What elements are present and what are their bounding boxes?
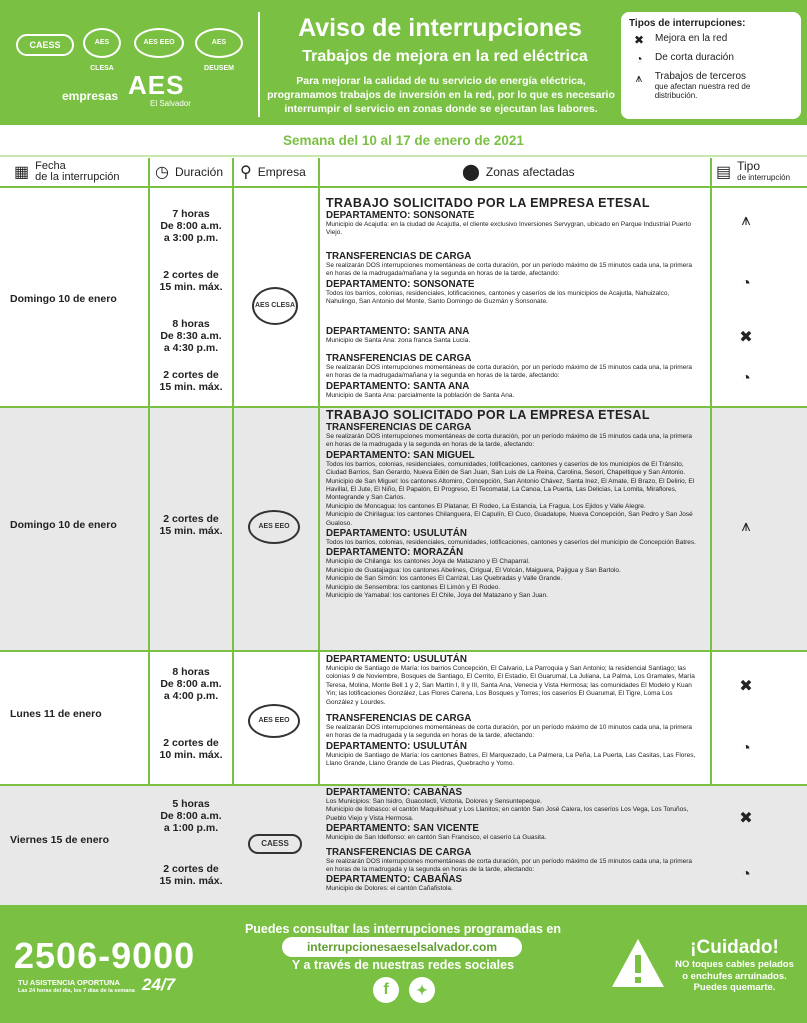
- row-date: Viernes 15 de enero: [10, 834, 110, 846]
- aes-logo: [128, 70, 191, 108]
- tools-icon: ✖: [739, 678, 753, 695]
- dep-title: DEPARTAMENTO: USULUTÁN: [326, 740, 467, 752]
- tower-icon: ⩚: [635, 71, 643, 85]
- bulb-icon: ⚲: [240, 164, 252, 181]
- row-date: Domingo 10 de enero: [10, 519, 117, 531]
- dep-title: DEPARTAMENTO: SONSONATE: [326, 278, 475, 290]
- trans-title: TRANSFERENCIAS DE CARGA: [326, 353, 472, 364]
- footer-consult: Puedes consultar las interrupciones programadas en: [244, 922, 562, 936]
- row-company-logo: AES EEO: [248, 510, 300, 544]
- zone-text: Todos los barrios, colonias, residenciales, comunidades, lotificaciones, cantones y caseríos del municipio de Concepción Batres.: [326, 539, 696, 547]
- tower-icon: ⩚: [741, 212, 751, 229]
- page-intro: Para mejorar la calidad de tu servicio de energía eléctrica, programamos trabajos de inversión en la red, por lo que es necesario interrumpir el servicio en zonas donde se ejecutan las labores.: [267, 75, 615, 115]
- col-divider: [232, 158, 234, 784]
- legend-item: [629, 33, 793, 47]
- col-divider: [318, 158, 320, 784]
- zone-text: Se realizarán DOS interrupciones momentáneas de corta duración, por un período máximo de 15 minutos cada una, la primera en horas de la madrugada/mañana y la segunda en horas de la tarde, afectando:: [326, 262, 693, 278]
- divider: [0, 650, 807, 652]
- warning-icon: [610, 935, 666, 991]
- dep-title: DEPARTAMENTO: USULUTÁN: [326, 528, 467, 540]
- header-divider: [258, 12, 260, 117]
- row-duration: 2 cortes de 10 min. máx.: [159, 737, 223, 761]
- zone-cell: [326, 787, 700, 894]
- empresas-label: empresas: [62, 89, 119, 103]
- dep-title: DEPARTAMENTO: SANTA ANA: [326, 326, 470, 337]
- col-tipo-label2: de interrupción: [737, 173, 791, 182]
- page-title: Aviso de interrupciones: [298, 14, 582, 42]
- zone-text: Municipio de Dolores: el cantón Cañafistola.: [326, 885, 453, 893]
- logo-aes-clesa: AES CLESA: [83, 28, 121, 58]
- row-company-logo: AES EEO: [248, 704, 300, 738]
- divider: [0, 784, 807, 786]
- col-duracion: [155, 158, 223, 186]
- zone-text: Municipio de Acajutla: en la ciudad de Acajutla, el cliente exclusivo Inversiones Servygran, ubicado en Parque Industrial Puerto Viejo.: [326, 221, 691, 237]
- cuidado-box: [672, 937, 797, 994]
- zone-cell: [326, 196, 700, 238]
- row-duration: 7 horas De 8:00 a.m. a 3:00 p.m.: [160, 208, 222, 244]
- zone-cell: [326, 353, 700, 400]
- dep-title: DEPARTAMENTO: SONSONATE: [326, 210, 475, 221]
- legend-label: Trabajos de terceros: [654, 71, 747, 82]
- col-fecha: [14, 158, 120, 186]
- h247-label: 24/7: [142, 975, 176, 994]
- row-date: Domingo 10 de enero: [10, 293, 117, 305]
- short-duration-icon: ◔: [741, 275, 751, 292]
- zone-text: Municipio de Chilanga: los cantones Joya de Matazano y El Chaparral.: [326, 558, 530, 566]
- trabajo-title: TRABAJO SOLICITADO POR LA EMPRESA ETESAL: [326, 408, 650, 422]
- tools-icon: ✖: [739, 810, 753, 827]
- zone-text: Todos los barrios, colonias, residenciales, lotificaciones, cantones y caseríos de los municipios de Acajutla, Nahuizalco, Nahulingo, San Antonio del Monte, Santo Domingo de Guzmán y Sonsonate.: [326, 289, 670, 306]
- col-empresa: [240, 158, 306, 186]
- aes-logo-country: El Salvador: [150, 99, 191, 108]
- short-duration-icon: ◔: [635, 52, 643, 66]
- dep-title: DEPARTAMENTO: CABAÑAS: [326, 874, 463, 886]
- col-duracion-label: Duración: [174, 165, 223, 179]
- col-fecha-label: Fecha: [35, 160, 66, 172]
- header-banner: [0, 0, 807, 125]
- col-zonas: [462, 158, 575, 186]
- trabajo-title: TRABAJO SOLICITADO POR LA EMPRESA ETESAL: [326, 196, 650, 210]
- short-duration-icon: ◔: [741, 740, 751, 757]
- zone-text: Se realizarán DOS interrupciones momentáneas de corta duración, por un período máximo de 15 minutos cada una, la primera en horas de la madrugada y la segunda en horas de la tarde, afectando:: [326, 857, 693, 874]
- trans-title: TRANSFERENCIAS DE CARGA: [326, 846, 472, 858]
- zone-text: Municipio de Chirilagua: los cantones Chilanguera, El Capulín, El Cuco, Guadalupe, Nueva Concepción, San Pedro y San José Gualoso.: [326, 511, 693, 527]
- dep-title: DEPARTAMENTO: SANTA ANA: [326, 380, 470, 392]
- legend-label: Mejora en la red: [655, 33, 728, 44]
- zone-text: Municipio de Santa Ana: parcialmente la población de Santa Ana.: [326, 391, 515, 399]
- zone-text: Los Municipios: San Isidro, Guacotecti, Victoria, Dolores y Sensuntepeque.: [326, 798, 542, 805]
- twitter-icon[interactable]: ✦: [409, 977, 435, 1003]
- week-banner: Semana del 10 al 17 de enero de 2021: [0, 125, 807, 157]
- zone-text: Municipio de Santiago de María: los cantones Batres, El Marquezado, La Palmera, La Peña, La Puerta, Las Casitas, Las Flores, Llano Grande, Llano Grande de Las Piedras, Quebracho y Yomo.: [326, 751, 696, 768]
- zone-text: Se realizarán DOS interrupciones momentáneas de corta duración, por un período máximo de 15 minutos cada una, la primera en horas de la madrugada y la segunda en horas de la tarde, afectando:: [326, 433, 693, 449]
- dep-title: DEPARTAMENTO: USULUTÁN: [326, 654, 467, 665]
- calendar-icon: ▦: [14, 164, 30, 181]
- zone-text: Todos los barrios, colonias, residenciales, comunidades, lotificaciones, cantones y caseríos de los municipios de El Tránsito, Ciudad Barrios, San Gerardo, Nueva Edén de San Juan, San Luis de La Reina, Carolina, Sesori, Chapeltique y San Antonio.: [326, 460, 686, 477]
- zone-text: Municipio de San Idelfonso: en cantón San Francisco, el caserío La Guasita.: [326, 834, 547, 842]
- page-subtitle: Trabajos de mejora en la red eléctrica: [302, 48, 588, 65]
- row-duration: 5 horas De 8:00 a.m. a 1:00 p.m.: [160, 798, 222, 834]
- row-date: Lunes 11 de enero: [10, 708, 102, 720]
- row-duration: 2 cortes de 15 min. máx.: [159, 863, 223, 887]
- zone-cell: [326, 654, 700, 769]
- row-duration: 2 cortes de 15 min. máx.: [159, 513, 223, 537]
- row-duration: 8 horas De 8:30 a.m. a 4:30 p.m.: [160, 318, 222, 354]
- dep-title: DEPARTAMENTO: MORAZÁN: [326, 547, 464, 559]
- col-divider: [710, 158, 712, 784]
- trans-title: TRANSFERENCIAS DE CARGA: [326, 251, 472, 262]
- row-duration: 2 cortes de 15 min. máx.: [159, 269, 223, 293]
- tipos-legend: [621, 12, 801, 119]
- tools-icon: ✖: [633, 33, 645, 47]
- legend-sub: que afectan nuestra red de distribución.: [654, 82, 751, 100]
- zone-cell: [326, 408, 700, 601]
- website-link[interactable]: interrupcionesaeselsalvador.com: [282, 937, 522, 957]
- zone-text: Municipio de Sensembra: los cantones El Limón y El Rodeo.: [326, 583, 501, 591]
- logo-caess: CAESS: [16, 34, 74, 56]
- zone-text: Municipio de Yamabal: los cantones El Chile, Joya del Matazano y San Juan.: [326, 592, 548, 600]
- phone-number[interactable]: 2506-9000: [14, 935, 196, 976]
- zone-text: Municipio de Santiago de María: los barrios Concepción, El Calvario, La Parroquia y San Antonio; la residencial Santiago; las colonias 9 de Noviembre, Bosques de Santiago, El Cerrito, El Estadio, El Guarumal, La Juliana, La Palma, Los Gramales, María Teresa, Molina, Monte Bell 1 y 2, San Martín I, II y III, Santa Ana, Venecia y Vista Hermosa; las comunidades El Modelo y Kuan Yin; las lotificaciones González, Las Flores Carena, Los Bosques y Torres; los caseríos El Guarumal, El Tigre, Loma Los González y Lourdes.: [326, 665, 695, 706]
- facebook-icon[interactable]: f: [373, 977, 399, 1003]
- phone-sub2: Las 24 horas del día, los 7 días de la semana: [18, 988, 135, 994]
- short-duration-icon: ◔: [741, 866, 751, 883]
- row-company-logo: CAESS: [248, 834, 302, 854]
- zone-text: Se realizarán DOS interrupciones momentáneas de corta duración, por un período máximo de 15 minutos cada una, la primera en horas de la madrugada/mañana y la segunda en horas de la tarde, afectando:: [326, 364, 693, 380]
- tipos-legend-title: Tipos de interrupciones:: [629, 18, 746, 29]
- row-company-logo: AES CLESA: [252, 287, 298, 325]
- zone-text: Se realizarán DOS interrupciones momentáneas de corta duración, por un período máximo de 10 minutos cada una, la primera en horas de la madrugada y la segunda en horas de la tarde, afectando:: [326, 724, 693, 740]
- col-empresa-label: Empresa: [257, 165, 306, 179]
- divider: [0, 186, 807, 188]
- dep-title: DEPARTAMENTO: CABAÑAS: [326, 787, 463, 798]
- legend-item: [629, 71, 793, 100]
- cuidado-text: NO toques cables pelados o enchufes arruinados. Puedes quemarte.: [675, 959, 794, 993]
- zone-text: Municipio de San Simón: los cantones El Carrizal, Las Quebradas y Valle Grande.: [326, 575, 563, 583]
- tools-icon: ✖: [739, 329, 753, 346]
- col-zonas-label: Zonas afectadas: [485, 165, 575, 179]
- legend-item: [629, 52, 793, 66]
- zone-text: Municipio de Santa Ana: zona franca Santa Lucía.: [326, 337, 471, 344]
- tower-icon: ⩚: [741, 518, 751, 535]
- aes-logo-text: AES: [128, 70, 185, 100]
- dep-title: DEPARTAMENTO: SAN MIGUEL: [326, 449, 475, 461]
- cuidado-title: ¡Cuidado!: [690, 937, 779, 958]
- dep-title: DEPARTAMENTO: SAN VICENTE: [326, 823, 479, 835]
- trans-title: TRANSFERENCIAS DE CARGA: [326, 713, 472, 725]
- zone-text: Municipio de Moncagua: los cantones El Platanar, El Rodeo, La Estancia, La Fragua, Los Ejidos y Valle Alegre.: [326, 502, 646, 510]
- short-duration-icon: ◔: [741, 370, 751, 387]
- zone-cell: [326, 251, 700, 307]
- legend-label: De corta duración: [655, 52, 734, 63]
- clock-icon: ◷: [155, 164, 169, 181]
- zone-cell: [326, 326, 700, 345]
- phone-subtitle: [18, 978, 135, 996]
- tipo-icon: ▤: [716, 164, 732, 181]
- col-tipo: [716, 158, 790, 186]
- row-duration: 2 cortes de 15 min. máx.: [159, 369, 223, 393]
- row-duration: 8 horas De 8:00 a.m. a 4:00 p.m.: [160, 666, 222, 702]
- location-pin-icon: ⬤: [462, 164, 480, 181]
- zone-text: Municipio de Ilobasco: el cantón Maquilishuat y Los Llanitos; en cantón San José Calera, los caseríos Los Vega, Los Toruños, Pueblo Viejo y Vista Hermosa.: [326, 806, 689, 822]
- trans-title: TRANSFERENCIAS DE CARGA: [326, 422, 472, 433]
- zone-text: Municipio de Guatajiagua: los cantones Abelines, Cirigual, El Volcán, Maiguera, Pajigua y San Bartolo.: [326, 566, 621, 574]
- col-tipo-label: Tipo: [737, 159, 761, 173]
- zone-text: Municipio de San Miguel: los cantones Altomiro, Concepción, San Antonio Chávez, Santa Inez, El Amate, El Brazo, El Delirio, El Havillal, El Jute, El Niño, El Papalón, El Progreso, El Tecomatal, La Canoa, La Puerta, Las Delicias, La Lomita, Miraflores, Montegrande y San Carlos.: [326, 477, 695, 502]
- logo-aes-eeo: AES EEO: [134, 28, 184, 58]
- col-fecha-label2: de la interrupción: [35, 171, 120, 183]
- logo-aes-deusem: AES DEUSEM: [195, 28, 243, 58]
- phone-sub1: TU ASISTENCIA OPORTUNA: [18, 978, 120, 987]
- footer-redes: Y a través de nuestras redes sociales: [291, 958, 515, 972]
